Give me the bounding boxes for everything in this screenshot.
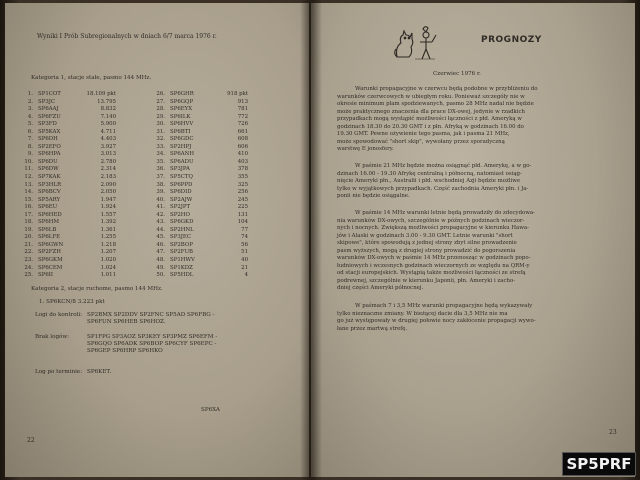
result-row xyxy=(155,159,248,167)
result-rank: 9. xyxy=(27,151,33,158)
result-row xyxy=(23,197,116,205)
result-row xyxy=(23,189,116,197)
result-points: 74 xyxy=(241,234,248,241)
result-points: 56 xyxy=(241,241,248,248)
result-points: 781 xyxy=(237,106,248,113)
result-row xyxy=(155,99,248,107)
result-callsign: SP5ARY xyxy=(38,196,61,203)
result-points: 1.255 xyxy=(100,234,116,241)
result-rank: 44. xyxy=(156,226,165,233)
result-points: 245 xyxy=(237,196,248,203)
signature: SP6XA xyxy=(201,407,220,413)
result-points: 1.207 xyxy=(100,249,116,256)
result-callsign: SP2HO xyxy=(170,211,190,218)
result-row xyxy=(23,272,116,280)
result-rank: 23. xyxy=(24,257,33,264)
result-points: 2.050 xyxy=(100,189,116,196)
text-line: godzinach 18.30 do 20.30 GMT i z płn. Afryką w godzinach 16.00 do xyxy=(337,123,524,130)
result-rank: 38. xyxy=(156,181,165,188)
result-rank: 22. xyxy=(24,249,33,256)
result-points: 726 xyxy=(237,121,248,128)
result-rank: 8. xyxy=(27,143,33,150)
left-page xyxy=(5,3,309,477)
result-rank: 31. xyxy=(156,128,165,135)
text-line: podrewnej, szczególnie w kierunku Japonii, płn. Ameryki i zacho- xyxy=(337,277,516,284)
result-row xyxy=(23,114,116,122)
missing-logs-line-2: SP6GQO SP6ADK SP6BOP SP6CYF SP6EPC - xyxy=(87,341,217,347)
result-points: 1.947 xyxy=(100,196,116,203)
result-row xyxy=(23,212,116,220)
result-row xyxy=(155,204,248,212)
result-callsign: SP3JC xyxy=(38,98,56,105)
result-callsign: SP3HLR xyxy=(38,181,62,188)
result-callsign: SP6HM xyxy=(38,219,59,226)
logs-control-line-2: SP6FUN SP6HEB SP6HOZ. xyxy=(87,319,166,325)
result-callsign: SP6ADU xyxy=(170,158,194,165)
result-callsign: SP5CTQ xyxy=(170,174,193,181)
result-row xyxy=(23,159,116,167)
result-points: 18.109 pkt xyxy=(86,91,116,97)
book-gutter xyxy=(300,0,322,480)
result-rank: 25. xyxy=(24,272,33,279)
result-points: 21 xyxy=(241,264,248,271)
result-callsign: SP6PPD xyxy=(170,181,193,188)
result-points: 2.183 xyxy=(100,174,116,181)
result-row xyxy=(23,91,116,99)
result-callsign: SP1KDZ xyxy=(170,264,193,271)
result-row xyxy=(23,182,116,190)
result-points: 1.218 xyxy=(100,241,116,248)
result-points: 104 xyxy=(237,219,248,226)
result-points: 2.780 xyxy=(100,158,116,165)
text-line: skipowe", które spowodują z jednej strony zbyt silne prowadzenie xyxy=(337,240,517,246)
result-callsign: SP6LB xyxy=(38,226,57,233)
forecast-paragraph-28mhz xyxy=(337,86,627,154)
result-points: 1.557 xyxy=(100,211,116,218)
result-rank: 49. xyxy=(156,264,165,271)
result-rank: 37. xyxy=(156,174,165,181)
text-line: łane przez martwą strefę. xyxy=(337,325,408,332)
text-line: jów i Alaski w godzinach 3.00 - 9.30 GMT. Letnie warunki "short xyxy=(337,232,513,239)
result-rank: 46. xyxy=(156,241,165,248)
result-row xyxy=(155,227,248,235)
result-callsign: SP6ILK xyxy=(170,113,191,120)
result-row xyxy=(23,166,116,174)
result-row xyxy=(23,129,116,137)
right-page xyxy=(311,3,635,477)
result-row xyxy=(155,272,248,280)
text-line: dniej części Ameryki północnej. xyxy=(337,285,424,291)
result-rank: 24. xyxy=(24,264,33,271)
result-callsign: SP6FZU xyxy=(38,113,61,120)
result-row xyxy=(155,136,248,144)
result-points: 4.711 xyxy=(100,128,116,135)
text-line: pasm wyższych, mogą z drugiej strony prowadzić do pogorszenia xyxy=(337,247,516,254)
result-callsign: SP6EYX xyxy=(170,106,193,113)
result-callsign: SP6DH xyxy=(38,136,58,143)
result-callsign: SP6GQP xyxy=(170,98,194,105)
result-points: 2.090 xyxy=(100,181,116,188)
result-callsign: SP2HNL xyxy=(170,226,194,233)
result-callsign: SP6HED xyxy=(38,211,62,218)
missing-logs-line-1: SP1FPG SP3AOZ SP3KEY SP3PMZ SP6EFM - xyxy=(87,334,218,340)
text-line: warunków czerwcowych w ubiegłym roku. Ponieważ szczegóły nie w xyxy=(337,93,525,100)
result-rank: 28. xyxy=(156,106,165,113)
result-rank: 20. xyxy=(24,234,33,241)
result-callsign: SP1COT xyxy=(38,91,61,97)
result-rank: 27. xyxy=(156,98,165,105)
text-line: może spowodować "short skip", wywołany przez sporadyczną xyxy=(337,138,505,145)
result-row xyxy=(23,219,116,227)
prognozy-heading: PROGNOZY xyxy=(481,35,542,45)
result-callsign: SP1HWV xyxy=(170,257,195,264)
result-rank: 50. xyxy=(156,272,165,279)
result-rank: 6. xyxy=(27,128,33,135)
result-callsign: SP6BCV xyxy=(38,189,61,196)
missing-logs-line-3: SP6GEP SP6HRP SP6HKO xyxy=(87,348,163,354)
result-callsign: SP6GKM xyxy=(38,257,63,264)
text-line: warunków DX-owych w paśmie 14 MHz przenosząc w godzinach popo- xyxy=(337,255,531,261)
result-callsign: SP2JPT xyxy=(170,204,191,211)
text-line: ponii nie będzie osiągalne. xyxy=(337,193,410,199)
result-rank: 30. xyxy=(156,121,165,128)
result-rank: 34. xyxy=(156,151,165,158)
category-1-label: Kategoria 1, stacje stałe, pasmo 144 MHz. xyxy=(31,75,152,81)
result-points: 403 xyxy=(237,158,248,165)
result-rank: 48. xyxy=(156,257,165,264)
missing-logs-label: Brak logów: xyxy=(35,334,70,340)
result-points: 2.314 xyxy=(100,166,116,173)
result-rank: 17. xyxy=(24,211,33,218)
result-callsign: SP6LFE xyxy=(38,234,61,241)
result-row xyxy=(155,249,248,257)
result-rank: 33. xyxy=(156,143,165,150)
text-line: dzinach 16.00 - 19.30 Afrykę centralną i północną, natomiast osiąg- xyxy=(337,170,522,177)
result-points: 1.361 xyxy=(100,226,116,233)
result-rank: 26. xyxy=(156,91,165,97)
result-callsign: SP2BOP xyxy=(170,241,193,248)
result-points: 51 xyxy=(241,249,248,256)
result-rank: 29. xyxy=(156,113,165,120)
result-row xyxy=(155,174,248,182)
result-callsign: SP3FD xyxy=(38,121,57,128)
result-points: 8.832 xyxy=(100,106,116,113)
result-row xyxy=(23,121,116,129)
page-number-right: 23 xyxy=(609,429,617,436)
result-callsign: SP6DW xyxy=(38,166,59,173)
text-line: go już występowały w drugiej połowie nocy zakłócenie propagacji wywo- xyxy=(337,318,536,324)
category-2-result: 1. SP6KCN/8 3.223 pkt xyxy=(39,299,105,305)
result-rank: 42. xyxy=(156,211,165,218)
result-points: 608 xyxy=(237,136,248,143)
result-points: 606 xyxy=(237,143,248,150)
result-callsign: SP2FUB xyxy=(170,249,193,256)
result-row xyxy=(23,151,116,159)
forecast-paragraph-21mhz xyxy=(337,163,627,201)
result-callsign: SP6GHR xyxy=(170,91,194,97)
text-line: od stacji europejskich. Wystąpią także możliwości łączności ze strefą xyxy=(337,270,526,276)
result-points: 225 xyxy=(237,204,248,211)
result-row xyxy=(155,265,248,273)
result-row xyxy=(155,114,248,122)
text-line: może praktycznego znaczenia dla prace DX-owej, jedynie w rzadkich xyxy=(337,108,526,115)
result-callsign: SP2EFO xyxy=(38,143,61,150)
result-points: 918 pkt xyxy=(227,91,248,97)
result-points: 410 xyxy=(237,151,248,158)
result-points: 40 xyxy=(241,257,248,264)
result-row xyxy=(23,227,116,235)
result-row xyxy=(155,91,248,99)
result-callsign: SP6GKD xyxy=(170,219,194,226)
result-callsign: SP6DU xyxy=(38,158,58,165)
text-line: nia warunków DX-owych, szczególnie w późnych godzinach wieczor- xyxy=(337,217,525,224)
result-row xyxy=(155,189,248,197)
result-rank: 14. xyxy=(24,189,33,196)
forecast-paragraph-14mhz xyxy=(337,210,627,293)
page-number-left: 22 xyxy=(27,437,35,444)
result-points: 256 xyxy=(237,189,248,196)
result-row xyxy=(155,257,248,265)
result-rank: 3. xyxy=(27,106,33,113)
results-column-1 xyxy=(23,91,116,280)
result-rank: 2. xyxy=(27,98,33,105)
text-line: łudniowych i wczesnych godzinach wieczornych ze względu na QRM-y xyxy=(337,262,530,269)
result-row xyxy=(155,121,248,129)
result-rank: 1. xyxy=(27,91,33,97)
text-line: nięcie Ameryki płn., Australii i płd. wschodniej Azji będzie możliwe xyxy=(337,178,521,184)
result-points: 3.013 xyxy=(100,151,116,158)
result-points: 772 xyxy=(237,113,248,120)
result-rank: 7. xyxy=(27,136,33,143)
late-log-label: Log po terminie: xyxy=(35,369,83,375)
result-rank: 21. xyxy=(24,241,33,248)
result-callsign: SP6BTI xyxy=(170,128,191,135)
result-points: 5.900 xyxy=(100,121,116,128)
result-callsign: SP3JPA xyxy=(170,166,190,173)
result-callsign: SP6ANH xyxy=(170,151,195,158)
result-row xyxy=(155,242,248,250)
result-points: 1.011 xyxy=(100,272,116,279)
forecast-paragraph-7-3-5mhz xyxy=(337,303,627,333)
result-row xyxy=(23,99,116,107)
result-row xyxy=(155,151,248,159)
result-rank: 36. xyxy=(156,166,165,173)
result-row xyxy=(23,174,116,182)
result-row xyxy=(155,106,248,114)
result-callsign: SP6AAJ xyxy=(38,106,59,113)
text-line: warstwę E jonosfery. xyxy=(337,146,394,152)
result-rank: 11. xyxy=(24,166,33,173)
result-callsign: SP5KAX xyxy=(38,128,61,135)
result-rank: 16. xyxy=(24,204,33,211)
text-line: tylko nieznaczne zmiany. W bieżącej dacie dla 3,5 MHz nie ma xyxy=(337,310,508,317)
result-callsign: SP2HPJ xyxy=(170,143,192,150)
result-points: 131 xyxy=(237,211,248,218)
result-row xyxy=(23,204,116,212)
result-rank: 19. xyxy=(24,226,33,233)
result-points: 7.140 xyxy=(100,113,116,120)
result-callsign: SP6II xyxy=(38,272,54,279)
result-callsign: SP6DID xyxy=(170,189,192,196)
result-rank: 15. xyxy=(24,196,33,203)
result-points: 378 xyxy=(237,166,248,173)
result-rank: 32. xyxy=(156,136,165,143)
result-row xyxy=(155,234,248,242)
result-row xyxy=(155,219,248,227)
result-rank: 47. xyxy=(156,249,165,256)
result-points: 4 xyxy=(244,272,248,279)
result-callsign: SP2AJW xyxy=(170,196,193,203)
result-points: 77 xyxy=(241,226,248,233)
result-points: 13.795 xyxy=(97,98,116,105)
logs-control-label: Logi do kontroli: xyxy=(35,312,83,318)
result-rank: 4. xyxy=(27,113,33,120)
result-row xyxy=(155,129,248,137)
text-line: W paśmach 7 i 3,5 MHz warunki propagacyjne będą wykazywały xyxy=(355,303,533,309)
text-line: nych i nocnych. Zwiększą możliwości propagacyjne w kierunku Hawa- xyxy=(337,225,529,231)
text-line: przypadkach mogą wystąpić możliwości łączności z płd. Ameryką w xyxy=(337,116,522,122)
text-line: W paśmie 14 MHz warunki letnie będą prowadziły do zdecydowa- xyxy=(355,210,535,216)
text-line: 19.30 GMT. Pewne ożywienie tego pasma, jak i pasma 21 MHz, xyxy=(337,131,510,137)
cat-and-figure-illustration xyxy=(393,23,439,63)
result-rank: 10. xyxy=(24,158,33,165)
result-rank: 18. xyxy=(24,219,33,226)
text-line: W paśmie 21 MHz będzie można osiągnąć płd. Amerykę, a w go- xyxy=(355,163,532,169)
result-rank: 13. xyxy=(24,181,33,188)
result-points: 1.020 xyxy=(100,257,116,264)
results-column-2 xyxy=(155,91,248,280)
result-callsign: SP2FZH xyxy=(38,249,61,256)
result-rank: 39. xyxy=(156,189,165,196)
late-log-call: SP6KET. xyxy=(87,369,112,375)
result-callsign: SP6CEM xyxy=(38,264,63,271)
result-points: 913 xyxy=(237,98,248,105)
result-callsign: SP3JEC xyxy=(170,234,191,241)
result-points: 661 xyxy=(237,128,248,135)
result-row xyxy=(23,249,116,257)
result-points: 355 xyxy=(237,174,248,181)
result-callsign: SP7KAK xyxy=(38,174,61,181)
result-callsign: SP6EU xyxy=(38,204,58,211)
text-line: tylko w wyjątkowych przypadkach. Część zachodnia Ameryki płn. i Ja- xyxy=(337,185,529,192)
result-rank: 40. xyxy=(156,196,165,203)
result-row xyxy=(155,166,248,174)
forecast-date: Czerwiec 1976 r. xyxy=(433,71,481,77)
result-row xyxy=(155,197,248,205)
result-callsign: SP5HDL xyxy=(170,272,194,279)
result-row xyxy=(23,106,116,114)
result-row xyxy=(155,144,248,152)
result-rank: 5. xyxy=(27,121,33,128)
result-row xyxy=(155,182,248,190)
result-points: 325 xyxy=(237,181,248,188)
result-row xyxy=(23,265,116,273)
result-callsign: SP6HVV xyxy=(170,121,194,128)
result-row xyxy=(23,144,116,152)
result-callsign: SP6GWN xyxy=(38,241,64,248)
logs-control-line-1: SP2BMX SP2DDV SP2FNC SP5AD SP6FBG - xyxy=(87,312,215,318)
result-row xyxy=(23,136,116,144)
result-rank: 12. xyxy=(24,174,33,181)
result-rank: 35. xyxy=(156,158,165,165)
result-points: 4.403 xyxy=(100,136,116,143)
result-callsign: SP6HPA xyxy=(38,151,61,158)
result-row xyxy=(23,234,116,242)
result-points: 3.927 xyxy=(100,143,116,150)
result-row xyxy=(23,257,116,265)
watermark-badge: SP5PRF xyxy=(562,452,636,476)
result-rank: 45. xyxy=(156,234,165,241)
text-line: Warunki propagacyjne w czerwcu będą podobne w przybliżeniu do xyxy=(355,86,538,92)
results-title: Wyniki I Prób Subregionalnych w dniach 6/7 marca 1976 r. xyxy=(37,33,217,40)
result-row xyxy=(155,212,248,220)
category-2-label: Kategoria 2, stacje ruchome, pasmo 144 MHz. xyxy=(31,286,163,292)
result-rank: 41. xyxy=(156,204,165,211)
result-callsign: SP6GDC xyxy=(170,136,194,143)
result-points: 1.024 xyxy=(100,264,116,271)
text-line: okresie minimum plam spodziewanych, pasmo 28 MHz nadal nie będzie xyxy=(337,101,534,107)
result-points: 1.392 xyxy=(100,219,116,226)
result-rank: 43. xyxy=(156,219,165,226)
result-points: 1.924 xyxy=(100,204,116,211)
result-row xyxy=(23,242,116,250)
